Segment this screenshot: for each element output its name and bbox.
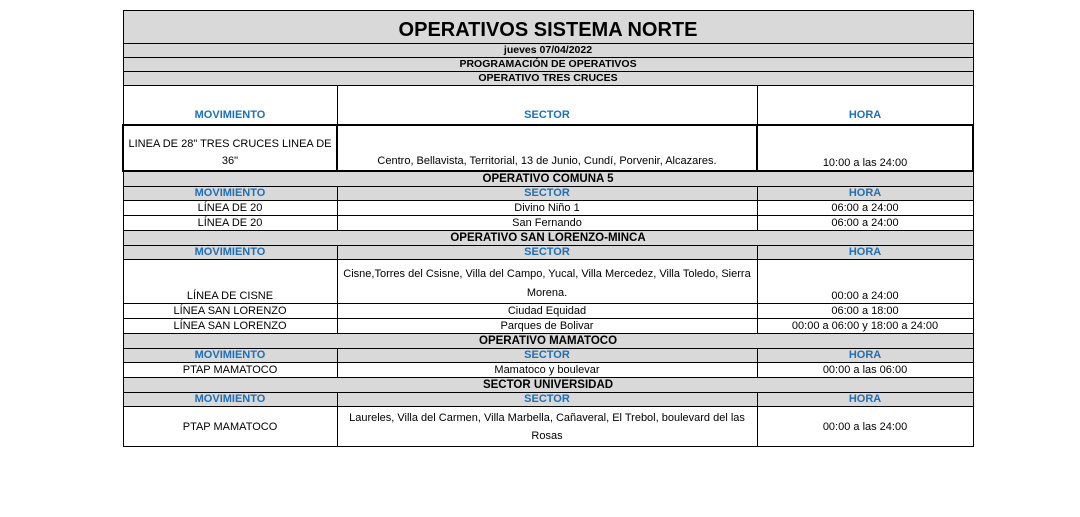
cell-sector: Cisne,Torres del Csisne, Villa del Campo, Yucal, Villa Mercedez, Villa Toledo, Sierra Morena. (337, 260, 757, 304)
header-movimiento: MOVIMIENTO (123, 246, 337, 260)
sheet-title: OPERATIVOS SISTEMA NORTE (123, 11, 973, 44)
sheet-date: jueves 07/04/2022 (123, 44, 973, 58)
cell-sector: Divino Niño 1 (337, 201, 757, 216)
section-title: OPERATIVO COMUNA 5 (123, 171, 973, 187)
header-sector: SECTOR (337, 246, 757, 260)
cell-sector: Parques de Bolivar (337, 319, 757, 334)
table-row (123, 319, 973, 334)
cell-hora: 00:00 a las 24:00 (757, 407, 973, 447)
table-row (123, 125, 973, 171)
table-row (123, 363, 973, 378)
header-sector: SECTOR (337, 86, 757, 126)
cell-movimiento: LÍNEA DE 20 (123, 216, 337, 231)
section-title: OPERATIVO MAMATOCO (123, 334, 973, 349)
header-hora: HORA (757, 86, 973, 126)
operativos-sheet (122, 10, 972, 447)
cell-sector: Mamatoco y boulevar (337, 363, 757, 378)
header-hora: HORA (757, 187, 973, 201)
cell-sector: Laureles, Villa del Carmen, Villa Marbella, Cañaveral, El Trebol, boulevard del las Rosas (337, 407, 757, 447)
cell-movimiento: LÍNEA DE CISNE (123, 260, 337, 304)
cell-movimiento: PTAP MAMATOCO (123, 407, 337, 447)
header-movimiento: MOVIMIENTO (123, 393, 337, 407)
header-movimiento: MOVIMIENTO (123, 86, 337, 126)
program-heading: PROGRAMACIÓN DE OPERATIVOS (123, 58, 973, 72)
cell-movimiento: LÍNEA DE 20 (123, 201, 337, 216)
header-hora: HORA (757, 246, 973, 260)
cell-hora: 00:00 a 24:00 (757, 260, 973, 304)
operativos-table (122, 10, 974, 447)
cell-hora: 06:00 a 18:00 (757, 304, 973, 319)
header-sector: SECTOR (337, 393, 757, 407)
cell-hora: 00:00 a 06:00 y 18:00 a 24:00 (757, 319, 973, 334)
cell-hora: 10:00 a las 24:00 (757, 125, 973, 171)
cell-sector: Centro, Bellavista, Territorial, 13 de Junio, Cundí, Porvenir, Alcazares. (337, 125, 757, 171)
header-movimiento: MOVIMIENTO (123, 187, 337, 201)
section-title: OPERATIVO SAN LORENZO-MINCA (123, 231, 973, 246)
cell-hora: 00:00 a las 06:00 (757, 363, 973, 378)
cell-sector: Ciudad Equidad (337, 304, 757, 319)
cell-movimiento: LINEA DE 28" TRES CRUCES LINEA DE 36" (123, 125, 337, 171)
header-movimiento: MOVIMIENTO (123, 349, 337, 363)
cell-hora: 06:00 a 24:00 (757, 216, 973, 231)
table-row (123, 201, 973, 216)
cell-movimiento: PTAP MAMATOCO (123, 363, 337, 378)
table-row (123, 260, 973, 304)
header-sector: SECTOR (337, 187, 757, 201)
section-title: OPERATIVO TRES CRUCES (123, 72, 973, 86)
table-row (123, 304, 973, 319)
cell-movimiento: LÍNEA SAN LORENZO (123, 304, 337, 319)
table-row (123, 216, 973, 231)
section-title: SECTOR UNIVERSIDAD (123, 378, 973, 393)
cell-movimiento: LÍNEA SAN LORENZO (123, 319, 337, 334)
header-sector: SECTOR (337, 349, 757, 363)
cell-hora: 06:00 a 24:00 (757, 201, 973, 216)
header-hora: HORA (757, 393, 973, 407)
header-hora: HORA (757, 349, 973, 363)
table-row (123, 407, 973, 447)
cell-sector: San Fernando (337, 216, 757, 231)
